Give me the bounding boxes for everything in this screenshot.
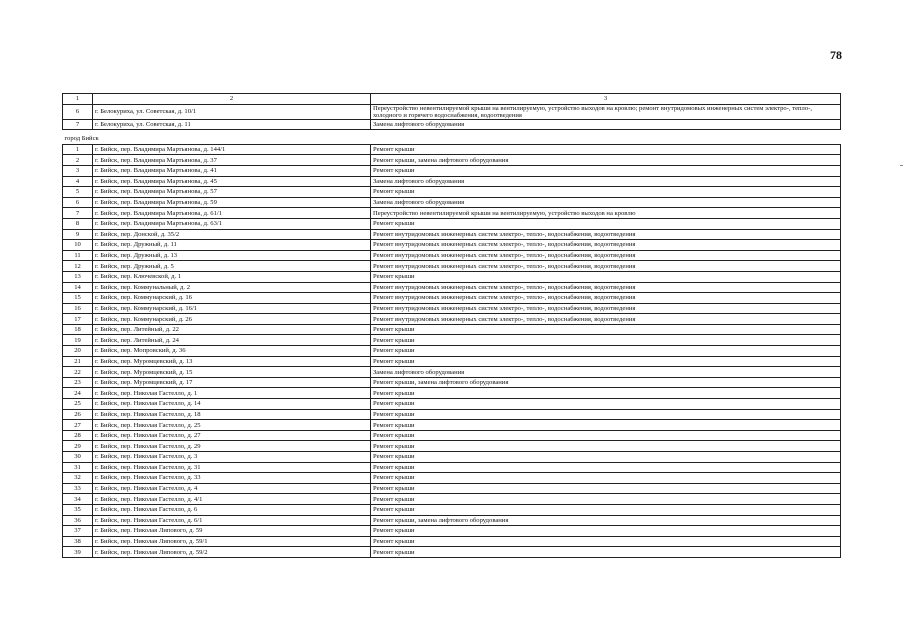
row-work-cell: Ремонт крыши (371, 399, 841, 410)
row-address-cell: г. Бийск, пер. Муромцевский, д. 15 (93, 367, 371, 378)
row-work-cell: Ремонт крыши (371, 441, 841, 452)
row-address-cell: г. Бийск, пер. Коммунарский, д. 16/1 (93, 303, 371, 314)
row-work-cell: Ремонт крыши, замена лифтового оборудования (371, 155, 841, 166)
row-number-cell: 4 (63, 176, 93, 187)
row-address-cell: г. Бийск, пер. Литейный, д. 22 (93, 324, 371, 335)
row-address-cell: г. Бийск, пер. Владимира Мартьянова, д. 37 (93, 155, 371, 166)
row-number-cell: 9 (63, 229, 93, 240)
row-address-cell: г. Бийск, пер. Владимира Мартьянова, д. 45 (93, 176, 371, 187)
row-number-cell: 18 (63, 324, 93, 335)
row-address-cell: г. Бийск, пер. Владимира Мартьянова, д. 41 (93, 165, 371, 176)
row-address-cell: г. Бийск, пер. Ключевской, д. 1 (93, 271, 371, 282)
row-work-cell: Ремонт крыши (371, 462, 841, 473)
row-number-cell: 26 (63, 409, 93, 420)
table-row (63, 155, 841, 166)
row-work-cell: Ремонт крыши (371, 504, 841, 515)
row-work-cell: Ремонт внутридомовых инженерных систем электро-, тепло-, водоснабжения, водоотведения (371, 250, 841, 261)
row-work-cell: Ремонт крыши (371, 409, 841, 420)
table-row (63, 165, 841, 176)
row-number-cell: 31 (63, 462, 93, 473)
row-number-cell: 22 (63, 367, 93, 378)
table-row (63, 271, 841, 282)
row-number-cell: 15 (63, 293, 93, 304)
row-number-cell: 36 (63, 515, 93, 526)
row-work-cell: Ремонт внутридомовых инженерных систем электро-, тепло-, водоснабжения, водоотведения (371, 261, 841, 272)
row-number-cell: 14 (63, 282, 93, 293)
row-work-cell: Ремонт крыши (371, 144, 841, 155)
row-address-cell: г. Бийск, пер. Коммунарский, д. 16 (93, 293, 371, 304)
table-row (63, 176, 841, 187)
row-address-cell: г. Бийск, пер. Муромцевский, д. 17 (93, 377, 371, 388)
table-row (63, 473, 841, 484)
table-row (63, 250, 841, 261)
table-row (63, 335, 841, 346)
row-address-cell: г. Бийск, пер. Николая Гастелло, д. 14 (93, 399, 371, 410)
table-row (63, 346, 841, 357)
table-row (63, 388, 841, 399)
row-number-cell: 2 (63, 155, 93, 166)
row-address-cell: г. Бийск, пер. Николая Гастелло, д. 6/1 (93, 515, 371, 526)
row-address-cell: г. Бийск, пер. Владимира Мартьянова, д. 63/1 (93, 218, 371, 229)
table-row (63, 229, 841, 240)
row-work-cell: Ремонт крыши (371, 536, 841, 547)
row-number-cell: 6 (63, 104, 93, 119)
table-row (63, 462, 841, 473)
row-address-cell: г. Бийск, пер. Коммунарский, д. 26 (93, 314, 371, 325)
row-number-cell: 19 (63, 335, 93, 346)
row-address-cell: г. Бийск, пер. Дружный, д. 5 (93, 261, 371, 272)
row-work-cell: Ремонт крыши (371, 547, 841, 558)
table-row (63, 197, 841, 208)
row-address-cell: г. Бийск, пер. Николая Гастелло, д. 3 (93, 452, 371, 463)
header-cell-work: 3 (371, 94, 841, 105)
table-row (63, 483, 841, 494)
row-address-cell: г. Бийск, пер. Николая Гастелло, д. 4 (93, 483, 371, 494)
row-number-cell: 24 (63, 388, 93, 399)
row-number-cell: 28 (63, 430, 93, 441)
row-number-cell: 39 (63, 547, 93, 558)
section-title: город Бийск (63, 130, 841, 145)
row-address-cell: г. Бийск, пер. Николая Гастелло, д. 31 (93, 462, 371, 473)
row-work-cell: Ремонт внутридомовых инженерных систем электро-, тепло-, водоснабжения, водоотведения (371, 282, 841, 293)
row-number-cell: 35 (63, 504, 93, 515)
row-work-cell: Ремонт крыши (371, 494, 841, 505)
row-work-cell: Ремонт крыши (371, 218, 841, 229)
row-work-cell: Ремонт внутридомовых инженерных систем электро-, тепло-, водоснабжения, водоотведения (371, 293, 841, 304)
table-row (63, 409, 841, 420)
table-row (63, 367, 841, 378)
table-row (63, 261, 841, 272)
row-work-cell: Ремонт крыши (371, 420, 841, 431)
row-work-cell: Ремонт внутридомовых инженерных систем электро-, тепло-, водоснабжения, водоотведения (371, 229, 841, 240)
row-work-cell: Ремонт крыши (371, 187, 841, 198)
row-address-cell: г. Бийск, пер. Николая Гастелло, д. 6 (93, 504, 371, 515)
table-row (63, 104, 841, 119)
row-number-cell: 13 (63, 271, 93, 282)
table-row (63, 314, 841, 325)
table-row (63, 547, 841, 558)
row-number-cell: 32 (63, 473, 93, 484)
table-row (63, 282, 841, 293)
row-number-cell: 1 (63, 144, 93, 155)
row-number-cell: 20 (63, 346, 93, 357)
row-address-cell: г. Бийск, пер. Мопровский, д. 36 (93, 346, 371, 357)
row-work-cell: Замена лифтового оборудования (371, 367, 841, 378)
row-number-cell: 17 (63, 314, 93, 325)
row-work-cell: Ремонт крыши (371, 483, 841, 494)
row-address-cell: г. Бийск, пер. Владимира Мартьянова, д. 61/1 (93, 208, 371, 219)
row-number-cell: 10 (63, 240, 93, 251)
row-work-cell: Переустройство невентилируемой крыши на вентилируемую, устройство выходов на кровлю (371, 208, 841, 219)
row-number-cell: 29 (63, 441, 93, 452)
row-number-cell: 12 (63, 261, 93, 272)
row-work-cell: Ремонт крыши (371, 388, 841, 399)
row-work-cell: Ремонт крыши, замена лифтового оборудования (371, 515, 841, 526)
section-row (63, 130, 841, 145)
row-work-cell: Ремонт внутридомовых инженерных систем электро-, тепло-, водоснабжения, водоотведения (371, 303, 841, 314)
table-row (63, 526, 841, 537)
table-row (63, 494, 841, 505)
row-work-cell: Ремонт крыши (371, 430, 841, 441)
row-address-cell: г. Бийск, пер. Литейный, д. 24 (93, 335, 371, 346)
table-row (63, 452, 841, 463)
row-address-cell: г. Бийск, пер. Николая Гастелло, д. 4/1 (93, 494, 371, 505)
table-row (63, 420, 841, 431)
row-work-cell: Ремонт внутридомовых инженерных систем электро-, тепло-, водоснабжения, водоотведения (371, 314, 841, 325)
row-address-cell: г. Бийск, пер. Донской, д. 35/2 (93, 229, 371, 240)
table-row (63, 377, 841, 388)
table-row (63, 536, 841, 547)
row-address-cell: г. Бийск, пер. Николая Гастелло, д. 29 (93, 441, 371, 452)
row-work-cell: Переустройство невентилируемой крыши на вентилируемую, устройство выходов на кровлю; ремонт внутридомовых инженерных систем электро-, тепло-, холодного и горячего водоснабжения, водоотведения (371, 104, 841, 119)
row-address-cell: г. Бийск, пер. Николая Липового, д. 59 (93, 526, 371, 537)
table-row (63, 240, 841, 251)
row-number-cell: 27 (63, 420, 93, 431)
page-number: 78 (830, 48, 842, 62)
row-number-cell: 25 (63, 399, 93, 410)
row-number-cell: 8 (63, 218, 93, 229)
table-row (63, 515, 841, 526)
row-number-cell: 33 (63, 483, 93, 494)
row-number-cell: 11 (63, 250, 93, 261)
row-address-cell: г. Бийск, пер. Николая Липового, д. 59/1 (93, 536, 371, 547)
row-work-cell: Ремонт крыши (371, 346, 841, 357)
row-number-cell: 37 (63, 526, 93, 537)
table-row (63, 303, 841, 314)
header-cell-address: 2 (93, 94, 371, 105)
table-header-row (63, 94, 841, 105)
table-row (63, 293, 841, 304)
table-row (63, 399, 841, 410)
row-address-cell: г. Бийск, пер. Муромцевский, д. 13 (93, 356, 371, 367)
row-work-cell: Ремонт крыши (371, 526, 841, 537)
row-address-cell: г. Бийск, пер. Николая Гастелло, д. 18 (93, 409, 371, 420)
table-row (63, 119, 841, 130)
row-work-cell: Замена лифтового оборудования (371, 197, 841, 208)
row-work-cell: Замена лифтового оборудования (371, 119, 841, 130)
row-address-cell: г. Бийск, пер. Коммунальный, д. 2 (93, 282, 371, 293)
table-row (63, 441, 841, 452)
table-row (63, 324, 841, 335)
table-row (63, 504, 841, 515)
row-address-cell: г. Бийск, пер. Николая Гастелло, д. 27 (93, 430, 371, 441)
row-address-cell: г. Белокуриха, ул. Советская, д. 10/1 (93, 104, 371, 119)
table-row (63, 430, 841, 441)
row-number-cell: 3 (63, 165, 93, 176)
row-work-cell: Ремонт крыши (371, 335, 841, 346)
row-work-cell: Ремонт крыши (371, 356, 841, 367)
row-number-cell: 6 (63, 197, 93, 208)
row-address-cell: г. Бийск, пер. Николая Гастелло, д. 1 (93, 388, 371, 399)
row-work-cell: Ремонт внутридомовых инженерных систем электро-, тепло-, водоснабжения, водоотведения (371, 240, 841, 251)
table-row (63, 208, 841, 219)
row-address-cell: г. Бийск, пер. Дружный, д. 11 (93, 240, 371, 251)
row-address-cell: г. Бийск, пер. Владимира Мартьянова, д. 57 (93, 187, 371, 198)
row-number-cell: 21 (63, 356, 93, 367)
table-body (63, 94, 841, 558)
row-number-cell: 5 (63, 187, 93, 198)
row-address-cell: г. Белокуриха, ул. Советская, д. 11 (93, 119, 371, 130)
table-row (63, 356, 841, 367)
repair-program-table (62, 93, 841, 558)
row-work-cell: Ремонт крыши (371, 324, 841, 335)
row-address-cell: г. Бийск, пер. Владимира Мартьянова, д. 59 (93, 197, 371, 208)
row-number-cell: 30 (63, 452, 93, 463)
row-address-cell: г. Бийск, пер. Николая Гастелло, д. 25 (93, 420, 371, 431)
table-row (63, 187, 841, 198)
row-number-cell: 7 (63, 208, 93, 219)
row-work-cell: Ремонт крыши (371, 452, 841, 463)
row-work-cell: Замена лифтового оборудования (371, 176, 841, 187)
table-row (63, 218, 841, 229)
table-row (63, 144, 841, 155)
row-work-cell: Ремонт крыши (371, 473, 841, 484)
row-number-cell: 34 (63, 494, 93, 505)
row-address-cell: г. Бийск, пер. Дружный, д. 13 (93, 250, 371, 261)
row-address-cell: г. Бийск, пер. Николая Гастелло, д. 33 (93, 473, 371, 484)
row-number-cell: 7 (63, 119, 93, 130)
margin-mark (900, 165, 903, 166)
row-address-cell: г. Бийск, пер. Владимира Мартьянова, д. 144/1 (93, 144, 371, 155)
row-number-cell: 23 (63, 377, 93, 388)
row-work-cell: Ремонт крыши (371, 271, 841, 282)
row-work-cell: Ремонт крыши (371, 165, 841, 176)
row-number-cell: 38 (63, 536, 93, 547)
header-cell-number: 1 (63, 94, 93, 105)
row-number-cell: 16 (63, 303, 93, 314)
row-work-cell: Ремонт крыши, замена лифтового оборудования (371, 377, 841, 388)
row-address-cell: г. Бийск, пер. Николая Липового, д. 59/2 (93, 547, 371, 558)
